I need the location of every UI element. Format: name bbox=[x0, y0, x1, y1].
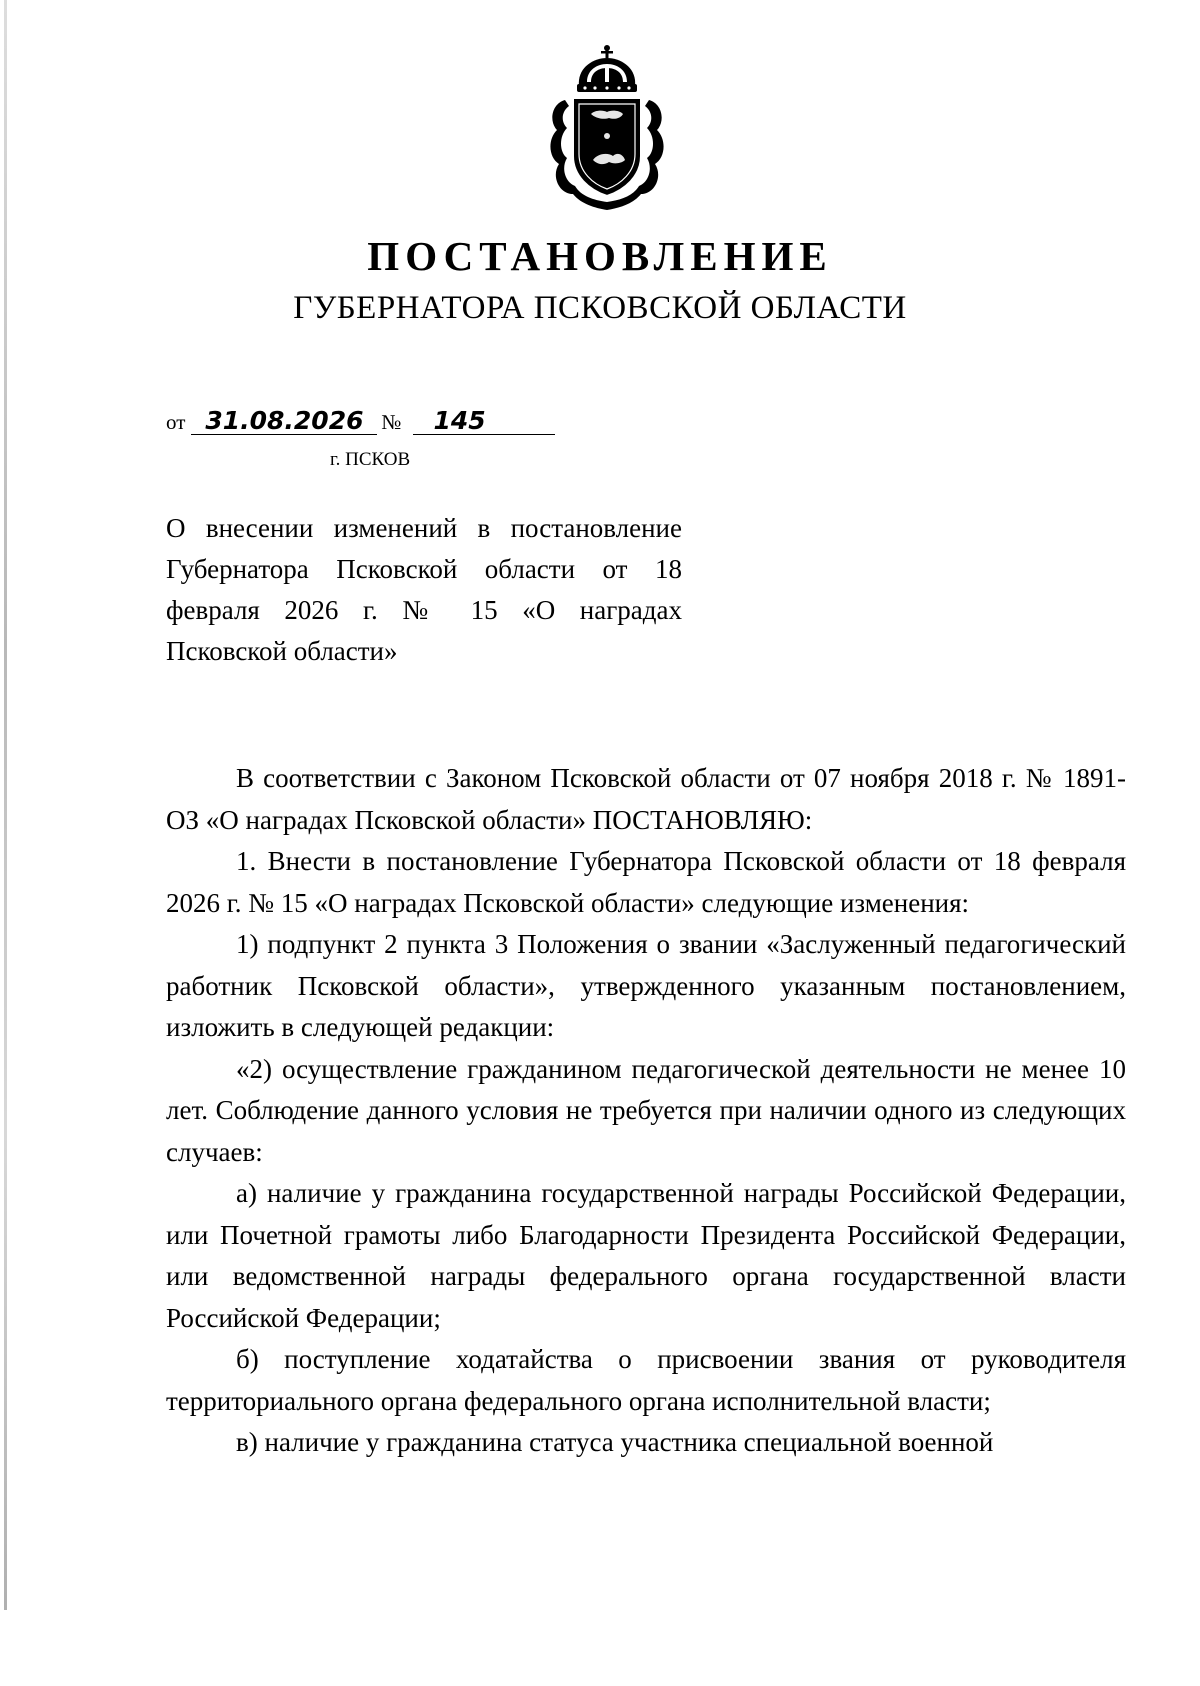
handwritten-number: 145 bbox=[413, 408, 555, 435]
handwritten-date: 31.08.2026 bbox=[191, 408, 377, 435]
body-paragraph: В соответствии с Законом Псковской области от 07 ноября 2018 г. № 1891-ОЗ «О наградах Псковской области» ПОСТАНОВЛЯЮ: bbox=[166, 763, 1126, 835]
number-label: № bbox=[381, 410, 402, 434]
document-title: ПОСТАНОВЛЕНИЕ bbox=[367, 233, 833, 279]
body-paragraph: 1. Внести в постановление Губернатора Псковской области от 18 февраля 2026 г. № 15 «О наградах Псковской области» следующие изменения: bbox=[166, 846, 1126, 918]
date-prefix: от bbox=[166, 410, 186, 434]
date-number-line bbox=[166, 408, 555, 435]
city-label: г. ПСКОВ bbox=[330, 449, 411, 470]
pskov-oblast-coat-of-arms-icon bbox=[537, 44, 677, 216]
subject-block bbox=[166, 508, 682, 672]
document-body bbox=[166, 758, 1126, 1464]
document-subtitle: ГУБЕРНАТОРА ПСКОВСКОЙ ОБЛАСТИ bbox=[293, 290, 907, 326]
body-paragraph: «2) осуществление гражданином педагогической деятельности не менее 10 лет. Соблюдение данного условия не требуется при наличии одного из следующих случаев: bbox=[166, 1053, 1126, 1167]
body-paragraph: б) поступление ходатайства о присвоении звания от руководителя территориального органа федерального органа исполнительной власти; bbox=[166, 1344, 1126, 1416]
body-paragraph: в) наличие у гражданина статуса участника специальной военной bbox=[236, 1427, 994, 1457]
body-paragraph: а) наличие у гражданина государственной награды Российской Федерации, или Почетной грамоты либо Благодарности Президента Российской Федерации, или ведомственной награды федерального органа государственной власти Российской Федерации; bbox=[166, 1178, 1126, 1333]
body-paragraph: 1) подпункт 2 пункта 3 Положения о звании «Заслуженный педагогический работник Псковской области», утвержденного указанным постановлением, изложить в следующей редакции: bbox=[166, 929, 1126, 1042]
subject-text: О внесении изменений в постановление Губернатора Псковской области от 18 февраля 2026 г. № 15 «О наградах Псковской области» bbox=[166, 513, 682, 666]
